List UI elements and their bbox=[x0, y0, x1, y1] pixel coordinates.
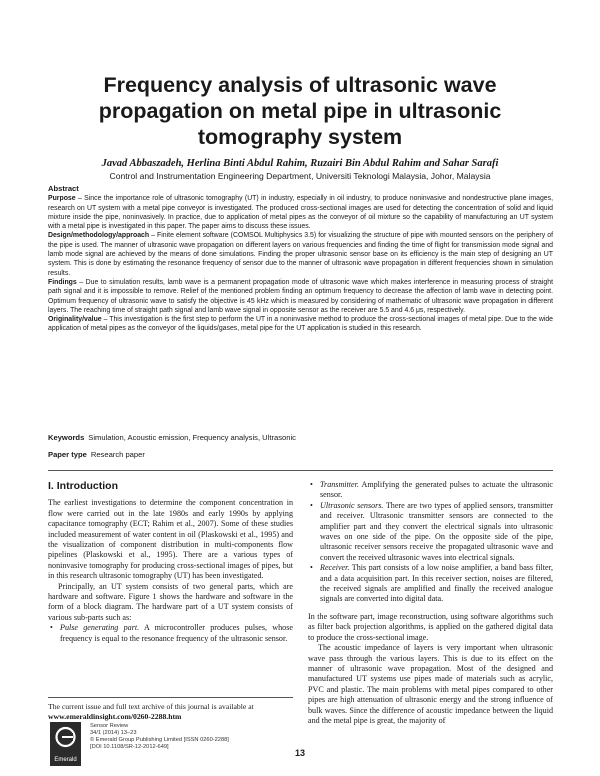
keywords bbox=[48, 433, 296, 442]
journal-name: Sensor Review bbox=[90, 723, 129, 729]
software-paragraph: In the software part, image reconstruction, using software algorithms such as filter back projection algorithms, is applied on the gathered digital data to produce the cross-sectional image. bbox=[308, 611, 553, 642]
abstract bbox=[48, 184, 553, 334]
list-item-label: Receiver. bbox=[320, 563, 350, 573]
section-heading-introduction: I. Introduction bbox=[48, 480, 118, 492]
abstract-findings bbox=[48, 278, 553, 315]
list-item-text: There are two types of applied sensors, transmitter and receiver. Ultrasonic transmitter sensors are connected to the amplifier part and they convert the electrical signals into ultrasonic waves on one side of the pipe. On the opposite side of the pipe, ultrasonic receiver sensors receive the propagated ultrasonic wave and convert the received ultrasonic waves into electrical signals. bbox=[320, 500, 553, 562]
keywords-value: Simulation, Acoustic emission, Frequency analysis, Ultrasonic bbox=[88, 433, 296, 442]
page-number: 13 bbox=[294, 748, 305, 758]
emerald-logo bbox=[50, 722, 81, 766]
design-text: – Finite element software (COMSOL Multiphysics 3.5) for visualizing the structure of pipe with mounted sensors on the periphery of the pipe is used. The manner of ultrasonic wave propagation on different layers on various frequencies and finding the time of flight for transmission mode signal and lamb mode signal are achieved by the means of done simulations. Finding the proper ultrasonic sensor base on its efficiency is the main step of designing an UT system. This is done by estimating the resonance frequency of sensor due to the manner of ultrasonic wave propagation in different frequencies shown in simulation results. bbox=[48, 232, 553, 277]
right-column bbox=[308, 480, 553, 726]
impedance-paragraph: The acoustic impedance of layers is very important when ultrasonic wave pass through the various layers. This is due to its effect on the manner of ultrasonic wave propagation. Most of the designed and manufactured UT systems use pipes made of materials such as acrylic, PVC and plastic. The main problems with metal pipes compared to other pipes are high attenuation of ultrasonic energy and the strong influence of bulk waves. Since the difference of acoustic impedance between the liquid and the metal pipe is great, the majority of bbox=[308, 643, 553, 725]
list-item-label: Ultrasonic sensors. bbox=[320, 500, 384, 510]
section-divider bbox=[48, 470, 553, 471]
paper-type-value: Research paper bbox=[90, 450, 145, 459]
findings-text: – Due to simulation results, lamb wave is a permanent propagation mode of ultrasonic wave which makes interference in measuring process of straight path signal and it is impossible to remove. Relief of the mentioned problem finding an optimum frequency to decrease the affection of lamb wave in detecting point. Optimum frequency of ultrasonic wave to satisfy the objective is 45 kHz which is measured by considering of mathematic of ultrasonic wave propagation in different layers. The reaching time of straight path signal and lamb wave signal in opposite sensor as the receiver are 5.5 and 4.6 μs, respectively. bbox=[48, 278, 553, 314]
list-item bbox=[308, 501, 553, 563]
paper-title: Frequency analysis of ultrasonic wave propagation on metal pipe in ultrasonic tomography system bbox=[98, 73, 502, 149]
intro-paragraph-1: The earliest investigations to determine the component concentration in flow were carried out in the late 1980s and early 1990s by applying capacitance tomography (ECT; Rahim et al., 2007). Some of these studies included measurement of water content in oil (Plaskowski et al., 1995) and the visualization of component distribution in multi-components flow pipelines (Plaskowski et al., 1995). There are a various types of noninvasive tomography for producing cross-sectional images of pipes, but in this research ultrasonic tomography (UT) has been investigated. bbox=[48, 498, 293, 581]
keywords-label: Keywords bbox=[48, 433, 85, 442]
design-label: Design/methodology/approach bbox=[48, 232, 150, 240]
abstract-purpose bbox=[48, 194, 553, 231]
intro-paragraph-2: Principally, an UT system consists of two general parts, which are hardware and software. Figure 1 shows the hardware and software in the form of a block diagram. The hardware part of a UT system consists of various sub-parts such as: bbox=[48, 581, 293, 622]
abstract-originality bbox=[48, 315, 553, 334]
findings-label: Findings bbox=[48, 278, 77, 286]
journal-copyright: © Emerald Group Publishing Limited [ISSN 0260-2288] bbox=[90, 737, 229, 743]
hardware-list-part-1 bbox=[48, 623, 293, 644]
journal-doi: [DOI 10.1108/SR-12-2012-649] bbox=[90, 744, 169, 750]
abstract-heading: Abstract bbox=[48, 184, 79, 193]
list-item bbox=[48, 623, 293, 644]
footnote-url[interactable]: www.emeraldinsight.com/0260-2288.htm bbox=[48, 712, 182, 721]
purpose-label: Purpose bbox=[48, 195, 76, 203]
footnote-divider bbox=[48, 697, 293, 698]
abstract-design bbox=[48, 231, 553, 277]
list-item-label: Pulse generating part. bbox=[60, 623, 140, 633]
list-item-label: Transmitter. bbox=[320, 480, 359, 489]
footnote bbox=[48, 702, 293, 722]
footnote-text: The current issue and full text archive of this journal is available at bbox=[48, 702, 254, 711]
list-item-text: This part consists of a low noise amplifier, a band bass filter, and a data acquisition part. In this receiver section, noises are filtered, the received signals are amplified and finally the received analogue signals are converted into digital data. bbox=[320, 563, 553, 604]
purpose-text: – Since the importance role of ultrasonic tomography (UT) in industry, especially in oil industry, to produce noninvasive and nondestructive plane images, research on UT system with a metal pipe conveyor is investigated. The produced cross-sectional images are used for detecting the concentration of solid and liquid mixture inside the pipe, noninvasively. In practice, due to application of metal pipes as the conveyor of oil mixture so the capability of manufacturing an UT system with a metal pipe is investigated in this paper. The paper aims to discuss these issues. bbox=[48, 195, 553, 231]
originality-label: Originality/value bbox=[48, 316, 102, 324]
journal-info bbox=[90, 723, 229, 751]
emerald-logo-text: Emerald bbox=[54, 757, 77, 763]
affiliation: Control and Instrumentation Engineering Department, Universiti Teknologi Malaysia, Johor, Malaysia bbox=[109, 171, 491, 181]
journal-volume: 34/1 (2014) 13–23 bbox=[90, 730, 137, 736]
list-item bbox=[308, 480, 553, 501]
paper-type bbox=[48, 450, 145, 459]
list-item-text: Amplifying the generated pulses to actuate the ultrasonic sensor. bbox=[320, 480, 553, 500]
list-item bbox=[308, 563, 553, 605]
left-column bbox=[48, 481, 293, 644]
author-list: Javad Abbaszadeh, Herlina Binti Abdul Rahim, Ruzairi Bin Abdul Rahim and Sahar Sarafi bbox=[101, 158, 499, 169]
paper-type-label: Paper type bbox=[48, 450, 87, 459]
hardware-list-part-2 bbox=[308, 480, 553, 605]
originality-text: – This investigation is the first step to perform the UT in a noninvasive method to produce the cross-sectional images of metal pipe. Due to the wide application of metal pipes as the conveyor of the liquids/gases, metal pipe for the UT application is studied in this research. bbox=[48, 316, 553, 333]
list-item-text: A microcontroller produces pulses, whose frequency is equal to the resonance frequency of the ultrasonic sensor. bbox=[60, 623, 293, 643]
